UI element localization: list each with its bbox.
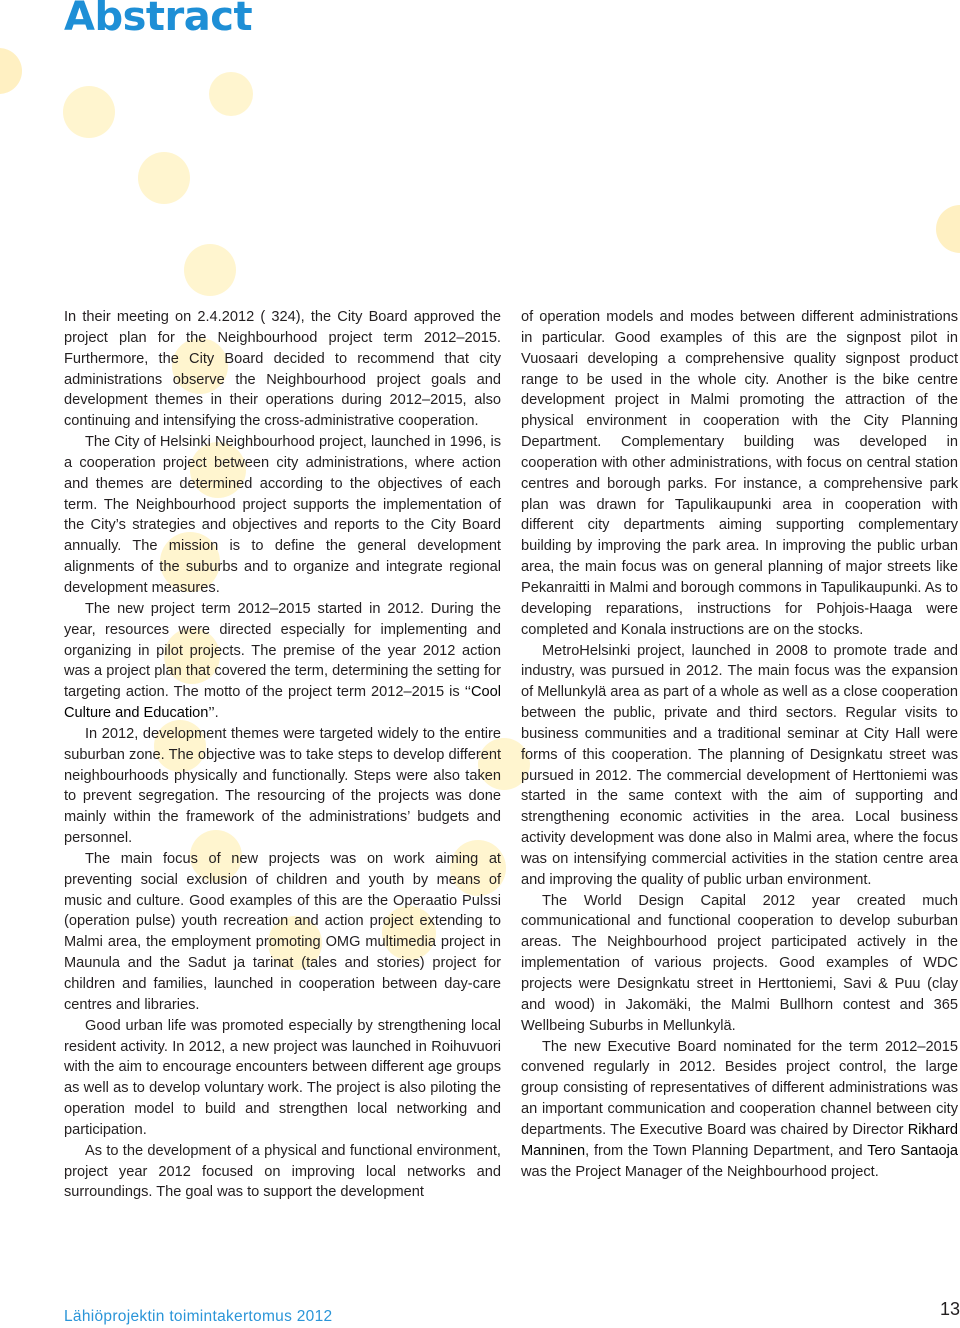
person-name: Rikhard Manninen (521, 1121, 958, 1159)
paragraph (64, 599, 501, 724)
text-column-left (64, 307, 501, 1203)
person-name: Tero Santaoja (867, 1142, 958, 1159)
decor-dot (138, 152, 190, 204)
paragraph-text: , from the Town Planning Department, and (585, 1142, 868, 1159)
paragraph: The main focus of new projects was on work aiming at preventing social exclusion of children and youth by means of music and culture. Good examples of this are the Operaatio Pulssi (operation pulse) youth recreation and action project extending to Malmi area, the employment promoting OMG multimedia project in Maunula and the Sadut ja tarinat (tales and stories) project for children and families, launched in cooperation between day-care centres and libraries. (64, 850, 501, 1013)
paragraph: As to the development of a physical and functional environment, project year 2012 focused on improving local networks and surroundings. The goal was to support the development (64, 1142, 501, 1201)
page-number: 13 (939, 1299, 960, 1319)
paragraph-text: The new Executive Board nominated for the term 2012–2015 convened regularly in 2012. Besides project control, the large group consisting of representatives of different administrations was an important communication and cooperation channel between city departments. The Executive Board was chaired by Director (521, 1038, 958, 1138)
page-title: Abstract (64, 0, 253, 40)
paragraph: of operation models and modes between different administrations in particular. Good examples of this are the signpost pilot in Vuosaari developing a comprehensive quality signpost product range to be used in the whole city. Another is the bike centre development project in Malmi promoting the attraction of the physical environment in cooperation with the City Planning Department. Complementary building was developed in cooperation with other administrations, with focus on central station centres and borough parks. For instance, a comprehensive park plan was drawn for Tapulikaupunki area in cooperation with different city departments aiming supporting complementary building by improving the park area. In improving the public urban area, the main focus was on general planning of major streets like Pekanraitti in Malmi and borough commons in Tapulikaupunki. As to developing reparations, instructions for Pohjois-Haaga were completed and Konala instructions are on the stocks. (521, 309, 958, 638)
paragraph: MetroHelsinki project, launched in 2008 to promote trade and industry, was pursued in 2012. The main focus was the expansion of Mellunkylä area as part of a whole as well as a close cooperation between the public, private and third sectors. Regular visits to business communities and a traditional seminar at City Hall were forms of this cooperation. The planning of Designkatu street was pursued in 2012. The commercial development of Herttoniemi was started in the same context with the aim of supporting and strengthening economic activities in the area. Local business activity development was done also in Malmi area, where the focus was on intensifying commercial activities in the station centre area and improving the quality of public urban environment. (521, 642, 958, 888)
paragraph: Good urban life was promoted especially by strengthening local resident activity. In 2012, a new project was launched in Roihuvuori with the aim to encourage encounters between different age groups as well as to develop voluntary work. The project is also piloting the operation model to build and strengthen local networking and participation. (64, 1017, 501, 1138)
paragraph: The World Design Capital 2012 year created much communicational and functional cooperation to develop suburban areas. The Neighbourhood project participated actively in the implementation of various projects. Good examples of WDC projects were Designkatu street in Herttoniemi, Savi & Puu (clay and wood) in Jakomäki, the Malmi Bullhorn contest and 365 Wellbeing Suburbs in Mellunkylä. (521, 892, 958, 1034)
decor-dot (184, 244, 236, 296)
paragraph-text: was the Project Manager of the Neighbourhood project. (521, 1163, 879, 1180)
paragraph: In their meeting on 2.4.2012 ( 324), the City Board approved the project plan for the Neighbourhood project term 2012–2015. Furthermore, the City Board decided to recommend that city administrations observe the Neighbourhood project goals and development themes in their operations during 2012–2015, also continuing and intensifying the cross-administrative cooperation. (64, 309, 501, 430)
decor-dot (209, 72, 253, 116)
decor-dot (936, 205, 960, 253)
paragraph: In 2012, development themes were targeted widely to the entire suburban zone. The objective was to take steps to develop different neighbourhoods physically and functionally. Steps were also taken to prevent segregation. The resourcing of the projects was done mainly within the framework of the administrations’ budgets and personnel. (64, 725, 501, 847)
paragraph: The City of Helsinki Neighbourhood project, launched in 1996, is a cooperation project between city administrations, where action and themes are determined according to the objectives of each term. The Neighbourhood project supports the implementation of the City’s strategies and objectives and reports to the City Board annually. The mission is to define the general development alignments of the suburbs and to organize and integrate regional development measures. (64, 434, 501, 596)
paragraph-text: . (214, 705, 219, 722)
paragraph-text: The new project term 2012–2015 started in 2012. During the year, resources were directed especially for implementing and organizing in pilot projects. The premise of the year 2012 action was a project plan that covered the term, determining the setting for targeting action. The motto of the project term 2012–2015 is (64, 600, 501, 701)
motto: ‘‘Cool Culture and Education’’ (64, 684, 501, 722)
decor-dot (0, 48, 22, 94)
decor-dot (63, 86, 115, 138)
text-column-right (521, 307, 958, 1182)
footer-title: Lähiöprojektin toimintakertomus 2012 (64, 1308, 333, 1325)
paragraph (521, 1037, 958, 1183)
